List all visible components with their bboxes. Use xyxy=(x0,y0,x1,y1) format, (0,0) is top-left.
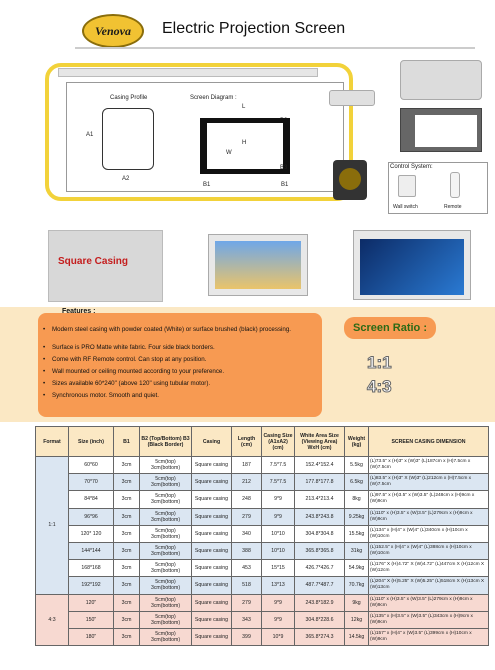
format-cell: 1:1 xyxy=(36,457,69,595)
wall-switch-label: Wall switch xyxy=(393,204,418,210)
h-label: H xyxy=(242,140,247,146)
table-row xyxy=(36,525,489,542)
table-cell: 248 xyxy=(232,491,262,508)
specs-table xyxy=(35,426,489,646)
table-cell: 243.8*243.8 xyxy=(295,508,345,525)
screen-corner-image xyxy=(400,108,482,152)
table-cell: (L)110" x (H)3.5" x (W)3.5" (L)279cm x (H)9cm x (W)9cm xyxy=(369,594,489,611)
table-cell: 15*15 xyxy=(262,560,295,577)
table-cell: 10*9 xyxy=(262,628,295,645)
col-weight: Weight (kg) xyxy=(345,427,369,457)
col-format: Format xyxy=(36,427,69,457)
table-cell: 5.5kg xyxy=(345,457,369,474)
header-divider xyxy=(75,47,475,49)
col-size: Size (inch) xyxy=(69,427,114,457)
table-cell: 9.25kg xyxy=(345,508,369,525)
table-cell: 304.8*228.6 xyxy=(295,611,345,628)
col-casing: Casing xyxy=(192,427,232,457)
col-length: Length (cm) xyxy=(232,427,262,457)
table-cell: Square casing xyxy=(192,491,232,508)
table-cell: 187 xyxy=(232,457,262,474)
table-cell: 365.8*274.3 xyxy=(295,628,345,645)
table-cell: 7.5*7.5 xyxy=(262,474,295,491)
table-cell: 152.4*152.4 xyxy=(295,457,345,474)
table-cell: 304.8*304.8 xyxy=(295,525,345,542)
table-header-row xyxy=(36,427,489,457)
table-cell: (L)134" x (H)4" x (W)4" (L)340cm x (H)10cm x (W)10cm xyxy=(369,525,489,542)
logo-text: Venova xyxy=(95,23,131,38)
table-cell: Square casing xyxy=(192,628,232,645)
table-row xyxy=(36,508,489,525)
table-cell: 3cm xyxy=(114,542,140,559)
table-cell: 3cm xyxy=(114,525,140,542)
table-cell: 487.7*487.7 xyxy=(295,577,345,594)
casing-end-cap-image xyxy=(400,60,482,100)
table-cell: Square casing xyxy=(192,594,232,611)
col-casing-size: Casing Size (A1xA2) (cm) xyxy=(262,427,295,457)
table-cell: 5cm(top) 3cm(bottom) xyxy=(140,611,192,628)
bracket-image xyxy=(329,90,375,106)
page-title: Electric Projection Screen xyxy=(162,20,346,37)
table-cell: Square casing xyxy=(192,560,232,577)
table-cell: 9*9 xyxy=(262,611,295,628)
table-cell: 5cm(top) 3cm(bottom) xyxy=(140,594,192,611)
casing-profile-label: Casing Profile xyxy=(110,95,148,101)
table-cell: 3cm xyxy=(114,457,140,474)
screen-diagram-label: Screen Diagram : xyxy=(190,95,237,101)
table-cell: 212 xyxy=(232,474,262,491)
table-cell: 3cm xyxy=(114,474,140,491)
table-cell: 3cm xyxy=(114,628,140,645)
table-cell: 60*60 xyxy=(69,457,114,474)
a1-label: A1 xyxy=(86,132,94,138)
table-cell: 177.8*177.8 xyxy=(295,474,345,491)
screen-ratio-badge: Screen Ratio : xyxy=(344,317,436,339)
table-cell: Square casing xyxy=(192,474,232,491)
col-b1: B1 xyxy=(114,427,140,457)
table-cell: 388 xyxy=(232,542,262,559)
table-cell: 3cm xyxy=(114,594,140,611)
table-cell: (L)176" X (H)4.72" X (W)4.72" (L)447cm X (H)12cm X (W)12cm xyxy=(369,560,489,577)
table-cell: Square casing xyxy=(192,457,232,474)
table-cell: (L)110" x (H)3.5" x (W)3.5" (L)279cm x (H)9cm x (W)9cm xyxy=(369,508,489,525)
table-cell: 144*144 xyxy=(69,542,114,559)
table-cell: Square casing xyxy=(192,525,232,542)
control-system-label: Control System: xyxy=(390,164,433,170)
table-cell: 8kg xyxy=(345,491,369,508)
table-cell: 518 xyxy=(232,577,262,594)
table-cell: Square casing xyxy=(192,577,232,594)
feature-item: • Surface is PRO Matte white fabric. Four side black borders. xyxy=(52,344,314,352)
table-row xyxy=(36,457,489,474)
table-row xyxy=(36,474,489,491)
table-cell: (L)157" x (H)4" x (W)3.5" (L)399cm x (H)10cm x (W)9cm xyxy=(369,628,489,645)
b1-right-label: B1 xyxy=(281,182,289,188)
ratio-4-3: 4:3 xyxy=(367,377,392,396)
table-cell: 426.7*426.7 xyxy=(295,560,345,577)
table-cell: 3cm xyxy=(114,611,140,628)
table-row xyxy=(36,628,489,645)
table-cell: 14.5kg xyxy=(345,628,369,645)
table-cell: 168*168 xyxy=(69,560,114,577)
table-cell: 13*13 xyxy=(262,577,295,594)
table-cell: 5cm(top) 3cm(bottom) xyxy=(140,628,192,645)
specs-table-body xyxy=(36,457,489,646)
table-row xyxy=(36,611,489,628)
a2-label: A2 xyxy=(122,176,130,182)
table-cell: 453 xyxy=(232,560,262,577)
table-cell: 70.7kg xyxy=(345,577,369,594)
table-cell: 120" xyxy=(69,594,114,611)
table-cell: Square casing xyxy=(192,508,232,525)
table-row xyxy=(36,577,489,594)
casing-bar-image xyxy=(58,68,318,77)
table-cell: 9*9 xyxy=(262,491,295,508)
feature-item: • Come with RF Remote control. Can stop at any position. xyxy=(52,356,314,364)
table-cell: 5cm(top) 3cm(bottom) xyxy=(140,542,192,559)
table-cell: 9*9 xyxy=(262,594,295,611)
table-cell: 5cm(top) 3cm(bottom) xyxy=(140,508,192,525)
table-cell: 70*70 xyxy=(69,474,114,491)
table-row xyxy=(36,594,489,611)
col-dimension: SCREEN CASING DIMENSION xyxy=(369,427,489,457)
square-casing-label: Square Casing xyxy=(58,256,129,267)
table-cell: 5cm(top) 3cm(bottom) xyxy=(140,525,192,542)
feature-item: • Modern steel casing with powder coated (White) or surface brushed (black) processing. xyxy=(52,326,314,334)
b1-left-label: B1 xyxy=(203,182,211,188)
col-white-area: White Area Size (Viewing Area) WxH (cm) xyxy=(295,427,345,457)
table-cell: 10*10 xyxy=(262,542,295,559)
wall-switch-icon xyxy=(398,175,416,197)
l-label: L xyxy=(242,104,246,110)
table-cell: 150" xyxy=(69,611,114,628)
table-cell: 180" xyxy=(69,628,114,645)
table-cell: (L)97.5" x (H)3.5" x (W)3.5" (L)248cm x (H)9cm x (W)9cm xyxy=(369,491,489,508)
table-cell: 5cm(top) 3cm(bottom) xyxy=(140,560,192,577)
venova-logo xyxy=(82,14,144,48)
features-heading: Features : xyxy=(62,308,96,315)
table-cell: 213.4*213.4 xyxy=(295,491,345,508)
table-cell: 279 xyxy=(232,594,262,611)
table-cell: 7.5*7.5 xyxy=(262,457,295,474)
table-cell: 3cm xyxy=(114,508,140,525)
table-cell: 6.5kg xyxy=(345,474,369,491)
table-cell: 12kg xyxy=(345,611,369,628)
table-cell: 3cm xyxy=(114,491,140,508)
table-cell: 31kg xyxy=(345,542,369,559)
table-cell: 3cm xyxy=(114,560,140,577)
table-cell: 9kg xyxy=(345,594,369,611)
table-cell: 365.8*365.8 xyxy=(295,542,345,559)
table-cell: (L)152.5" x (H)4" x (W)4" (L)388cm x (H)10cm x (W)10cm xyxy=(369,542,489,559)
remote-icon xyxy=(450,172,460,198)
table-cell: 9*9 xyxy=(262,508,295,525)
casing-profile-drawing xyxy=(102,108,154,170)
table-cell: 5cm(top) 3cm(bottom) xyxy=(140,491,192,508)
table-cell: 5cm(top) 3cm(bottom) xyxy=(140,474,192,491)
feature-item: • Wall mounted or ceiling mounted according to your preference. xyxy=(52,368,314,376)
table-cell: 343 xyxy=(232,611,262,628)
table-cell: Square casing xyxy=(192,542,232,559)
screen-photo-landscape xyxy=(208,234,308,296)
table-cell: (L)135" x (H)3.5" x (W)3.5" (L)343cm x (H)9cm x (W)9cm xyxy=(369,611,489,628)
table-cell: 192*192 xyxy=(69,577,114,594)
table-cell: 5cm(top) 3cm(bottom) xyxy=(140,577,192,594)
table-cell: 120* 120 xyxy=(69,525,114,542)
table-cell: 399 xyxy=(232,628,262,645)
table-cell: 243.8*182.9 xyxy=(295,594,345,611)
remote-label: Remote xyxy=(444,204,462,210)
table-cell: 5cm(top) 3cm(bottom) xyxy=(140,457,192,474)
table-cell: 54.9kg xyxy=(345,560,369,577)
screen-photo-dolphins xyxy=(353,230,471,300)
table-cell: (L)73.5" x (H)3" x (W)3" (L)187cm x (H)7.5cm x (W)7.5cm xyxy=(369,457,489,474)
b3-label: B3 xyxy=(280,165,288,171)
col-b2-b3: B2 (Top/Bottom) B3 (Black Border) xyxy=(140,427,192,457)
ratio-1-1: 1:1 xyxy=(367,353,392,372)
table-cell: (L)204" X (H)5.25" X (W)5.25" (L)518cm X (H)13cm X (W)13cm xyxy=(369,577,489,594)
screen-viewing-area xyxy=(207,123,283,169)
motor-image xyxy=(333,160,367,200)
table-cell: 340 xyxy=(232,525,262,542)
table-row xyxy=(36,542,489,559)
table-cell: 84*84 xyxy=(69,491,114,508)
feature-item: • Sizes available 60*240" (above 120" using tubular motor). xyxy=(52,380,314,388)
table-cell: 279 xyxy=(232,508,262,525)
table-cell: (L)83.5" x (H)3" X (W)3" (L)212cm x (H)7.5cm x (W)7.5cm xyxy=(369,474,489,491)
w-label: W xyxy=(226,150,232,156)
format-cell: 4:3 xyxy=(36,594,69,646)
table-cell: 3cm xyxy=(114,577,140,594)
table-cell: Square casing xyxy=(192,611,232,628)
table-row xyxy=(36,491,489,508)
table-cell: 10*10 xyxy=(262,525,295,542)
table-cell: 15.5kg xyxy=(345,525,369,542)
table-row xyxy=(36,560,489,577)
feature-item: • Synchronous motor. Smooth and quiet. xyxy=(52,392,314,400)
table-cell: 96*96 xyxy=(69,508,114,525)
